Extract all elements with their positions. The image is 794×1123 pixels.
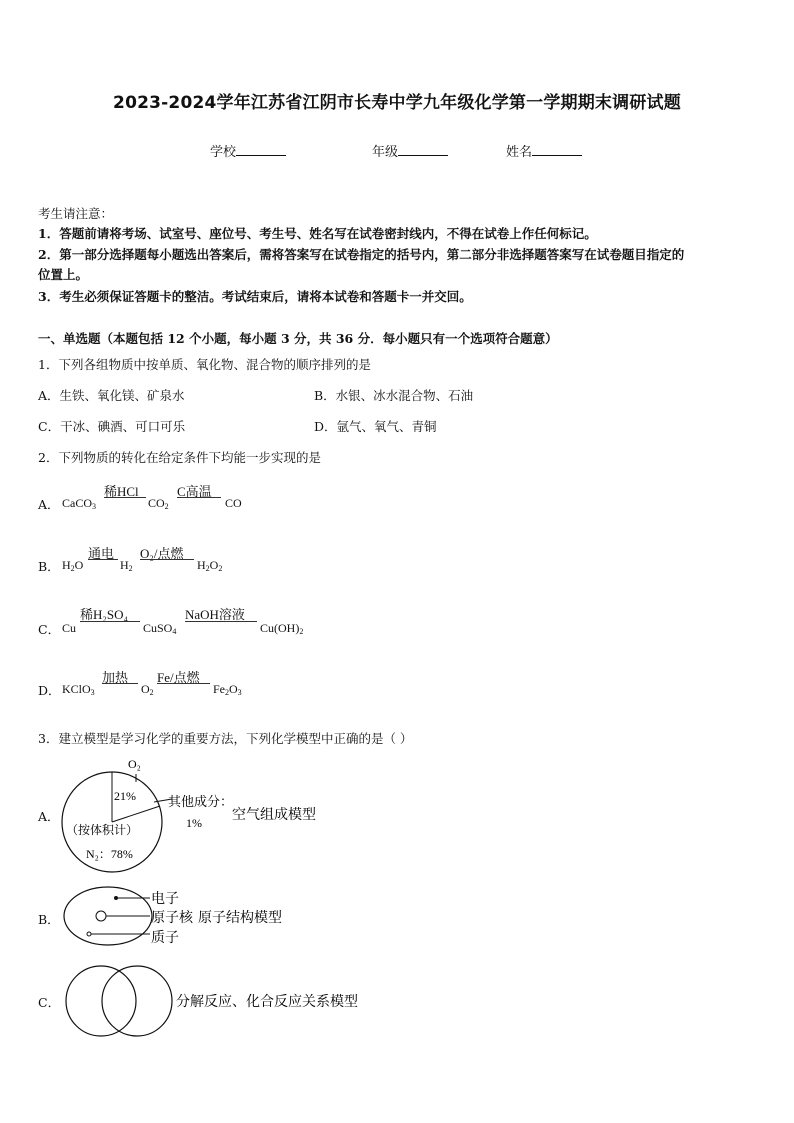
q2-d-condition-1: 加热 (102, 670, 129, 685)
notice-item-3: 3．考生必须保证答题卡的整洁。考试结束后，请将本试卷和答题卡一并交回。 (38, 289, 472, 304)
q1-option-a[interactable]: A．生铁、氧化镁、矿泉水 (38, 388, 185, 403)
q3-venn-model-figure (58, 963, 378, 1043)
venn-model-caption: 分解反应、化合反应关系模型 (176, 995, 358, 1010)
q2-b-condition-1: 通电 (88, 546, 115, 561)
name-label: 姓名 (506, 145, 533, 160)
q2-d-substance-1: KClO$_3$ (62, 682, 95, 697)
name-field[interactable] (506, 141, 582, 160)
q3-atom-model-figure (58, 880, 298, 950)
q3-option-c-label[interactable]: C． (38, 995, 61, 1010)
q1-option-d[interactable]: D．氩气、氧气、青铜 (314, 419, 437, 434)
q3-option-a-label[interactable]: A． (38, 809, 60, 824)
q2-a-arrow-2 (177, 497, 221, 498)
q1-option-c[interactable]: C．干冰、碘酒、可口可乐 (38, 419, 186, 434)
q2-a-condition-1: 稀HCl (104, 484, 139, 499)
q2-a-substance-1: CaCO$_3$ (62, 496, 96, 511)
q2-option-c-label[interactable]: C． (38, 622, 61, 637)
q2-a-substance-3: CO (225, 496, 242, 510)
notice-item-1: 1．答题前请将考场、试室号、座位号、考生号、姓名写在试卷密封线内，不得在试卷上作任何标记。 (38, 226, 597, 241)
venn-left-circle (66, 966, 136, 1036)
q2-b-substance-3: $H_2O_2$ (197, 558, 223, 573)
page-title: 2023-2024学年江苏省江阴市长寿中学九年级化学第一学期期末调研试题 (113, 93, 681, 113)
q2-option-b-label[interactable]: B． (38, 559, 60, 574)
q2-d-arrow-2 (157, 683, 210, 684)
notice-heading: 考生请注意： (38, 206, 114, 221)
air-model-caption: 空气组成模型 (232, 808, 316, 823)
section-heading: 一、单选题（本题包括 12 个小题，每小题 3 分，共 36 分．每小题只有一个选项符合题意） (38, 331, 558, 346)
name-blank[interactable] (532, 143, 582, 156)
q2-a-substance-2: $CO_2$ (148, 496, 169, 511)
school-blank[interactable] (236, 143, 286, 156)
q2-option-a-label[interactable]: A． (38, 497, 60, 512)
q3-stem: 3．建立模型是学习化学的重要方法，下列化学模型中正确的是（ ） (38, 731, 413, 746)
q2-c-substance-3: $Cu(OH)_2$ (260, 621, 304, 636)
q3-option-b-label[interactable]: B． (38, 912, 60, 927)
q2-b-substance-1: $H_2O$ (62, 558, 84, 573)
school-label: 学校 (210, 145, 237, 160)
q2-d-condition-2: Fe/点燃 (157, 670, 200, 685)
q2-b-condition-2: O₂/点燃 (140, 546, 184, 561)
grade-field[interactable] (372, 141, 448, 160)
atom-model-caption: 原子结构模型 (198, 911, 282, 926)
proton-dot (87, 932, 91, 936)
o2-percent: 21% (114, 789, 136, 803)
q2-stem: 2．下列物质的转化在给定条件下均能一步实现的是 (38, 450, 321, 465)
electron-dot (114, 896, 118, 900)
other-percent: 1% (186, 816, 202, 830)
q2-option-d-label[interactable]: D． (38, 683, 61, 698)
n2-label: N₂：78% (86, 847, 133, 861)
venn-right-circle (102, 966, 172, 1036)
q1-stem: 1．下列各组物质中按单质、氧化物、混合物的顺序排列的是 (38, 357, 371, 372)
q1-option-b[interactable]: B．水银、冰水混合物、石油 (314, 388, 474, 403)
q2-c-substance-1: Cu (62, 621, 77, 635)
school-field[interactable] (210, 141, 286, 160)
q2-b-arrow-1 (88, 559, 118, 560)
q2-a-arrow-1 (104, 497, 146, 498)
q2-d-arrow-1 (102, 683, 138, 684)
q2-d-substance-2: $O_2$ (141, 682, 154, 697)
q2-b-arrow-2 (140, 559, 194, 560)
grade-blank[interactable] (398, 143, 448, 156)
q2-c-condition-2: NaOH溶液 (185, 607, 245, 622)
notice-item-2-cont: 位置上。 (38, 267, 89, 282)
grade-label: 年级 (372, 145, 399, 160)
basis-label: （按体积计） (66, 823, 139, 837)
q2-b-substance-2: $H_2$ (120, 558, 133, 573)
q2-d-substance-3: $Fe_2O_3$ (213, 682, 242, 697)
other-label: 其他成分： (168, 794, 234, 809)
q2-a-condition-2: C高温 (177, 484, 212, 499)
o2-label: O₂ (128, 757, 141, 771)
air-pie-divider-2 (112, 806, 160, 822)
nucleus-circle (96, 911, 106, 921)
notice-item-2: 2．第一部分选择题每小题选出答案后，需将答案写在试卷指定的括号内，第二部分非选择题答案写在试卷题目指定的 (38, 247, 685, 262)
electron-label: 电子 (151, 892, 179, 907)
q2-c-substance-2: CuSO$_4$ (143, 621, 177, 636)
q2-c-arrow-2 (185, 621, 257, 622)
nucleus-label: 原子核 (151, 911, 193, 926)
proton-label: 质子 (151, 931, 179, 946)
q3-air-model-figure (56, 752, 336, 877)
q2-c-arrow-1 (80, 621, 140, 622)
q2-c-condition-1: 稀H₂SO₄ (80, 607, 129, 622)
